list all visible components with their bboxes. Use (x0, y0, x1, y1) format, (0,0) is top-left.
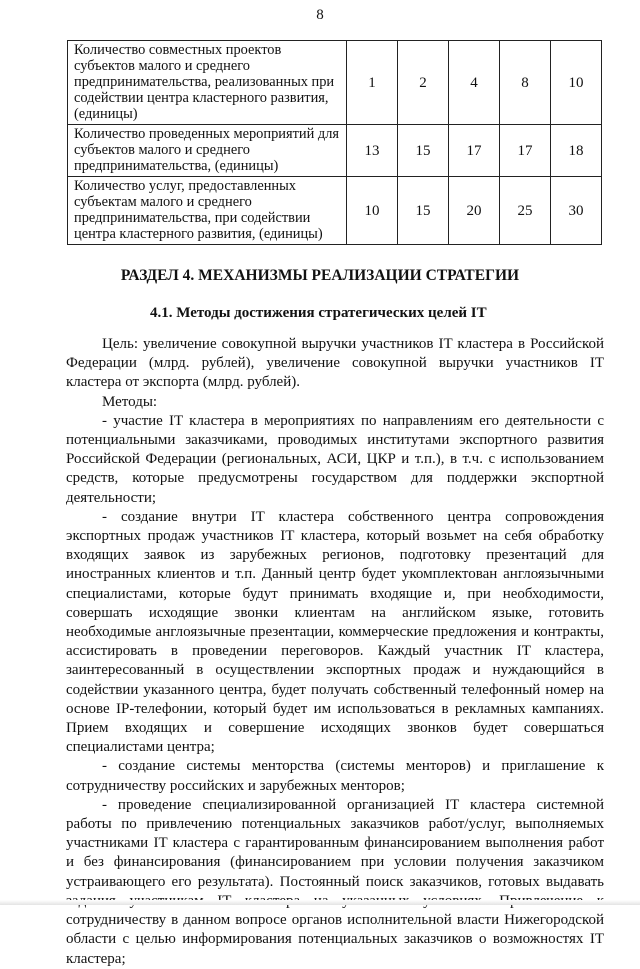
table-row (68, 177, 602, 245)
row-label: Количество услуг, предоставленных субъектам малого и среднего предпринимательства, при содействии центра кластерного развития, (единицы) (68, 177, 347, 245)
subsection-heading: 4.1. Методы достижения стратегических целей IT (150, 305, 487, 321)
table-cell: 20 (449, 177, 500, 245)
scan-edge-shadow (0, 900, 640, 905)
table-cell: 17 (500, 125, 551, 177)
table-cell: 18 (551, 125, 602, 177)
table-cell: 15 (398, 125, 449, 177)
methods-label: Методы: (102, 393, 158, 410)
table-cell: 1 (347, 41, 398, 125)
table-cell: 10 (551, 41, 602, 125)
list-item: - участие IT кластера в мероприятиях по направлениям его деятельности с потенциальными заказчиками, проводимых институтами экспортного развития Российской Федерации (региональных, АСИ, ЦКР и т.п.), в т.ч. с использованием средств, которые предусмотрены государством для поддержки экспортной деятельности; (66, 412, 604, 506)
body-text (66, 335, 604, 969)
table-cell: 4 (449, 41, 500, 125)
list-item: - проведение специализированной организацией IT кластера системной работы по привлечению потенциальных заказчиков работ/услуг, выполняемых участниками IT кластера с гарантированным финансированием выполнения работ и без финансирования (финансированием при условии получения заказчиком устраивающего его результата). Постоянный поиск заказчиков, готовых выдавать сотрудничеству в данном вопросе органов исполнительной власти Нижегородской области с целью информирования потенциальных заказчиков о возможностях IT кластера; (66, 796, 604, 967)
table-cell: 8 (500, 41, 551, 125)
section-heading: РАЗДЕЛ 4. МЕХАНИЗМЫ РЕАЛИЗАЦИИ СТРАТЕГИИ (120, 267, 520, 284)
table-row (68, 125, 602, 177)
goal-paragraph: Цель: увеличение совокупной выручки участников IT кластера в Российской Федерации (млрд. рублей), увеличение совокупной выручки участников IT кластера от экспорта (млрд. рублей). (66, 336, 604, 391)
table-cell: 13 (347, 125, 398, 177)
row-label: Количество совместных проектов субъектов малого и среднего предпринимательства, реализованных при содействии центра кластерного развития, (единицы) (68, 41, 347, 125)
list-item: - создание внутри IT кластера собственного центра сопровождения экспортных продаж участников IT кластера, который возьмет на себя обработку входящих заявок из зарубежных регионов, подготовку презентаций для иностранных клиентов и т.п. Данный центр будет укомплектован англоязычными специалистами, которые будут принимать входящие и, при необходимости, совершать исходящие звонки клиентам на английском языке, готовить необходимые англоязычные презентации, коммерческие предложения и контракты, ассистировать в проведении переговоров. Каждый участник IT кластера, заинтересованный в осуществлении экспортных продаж и нуждающийся в содействии указанного центра, будет получать собственный телефонный номер на основе IP-телефонии, который будет им использоваться в рекламных кампаниях. Прием входящих и совершение исходящих звонков будет совершаться специалистами центра; (66, 508, 604, 756)
table-cell: 17 (449, 125, 500, 177)
indicators-table (67, 40, 602, 245)
table-cell: 25 (500, 177, 551, 245)
table-cell: 10 (347, 177, 398, 245)
table-cell: 2 (398, 41, 449, 125)
page-number: 8 (316, 7, 324, 23)
table-cell: 15 (398, 177, 449, 245)
row-label: Количество проведенных мероприятий для субъектов малого и среднего предпринимательства, (единицы) (68, 125, 347, 177)
list-item: - создание системы менторства (системы менторов) и приглашение к сотрудничеству российских и зарубежных менторов; (66, 758, 604, 794)
table-cell: 30 (551, 177, 602, 245)
table-row (68, 41, 602, 125)
